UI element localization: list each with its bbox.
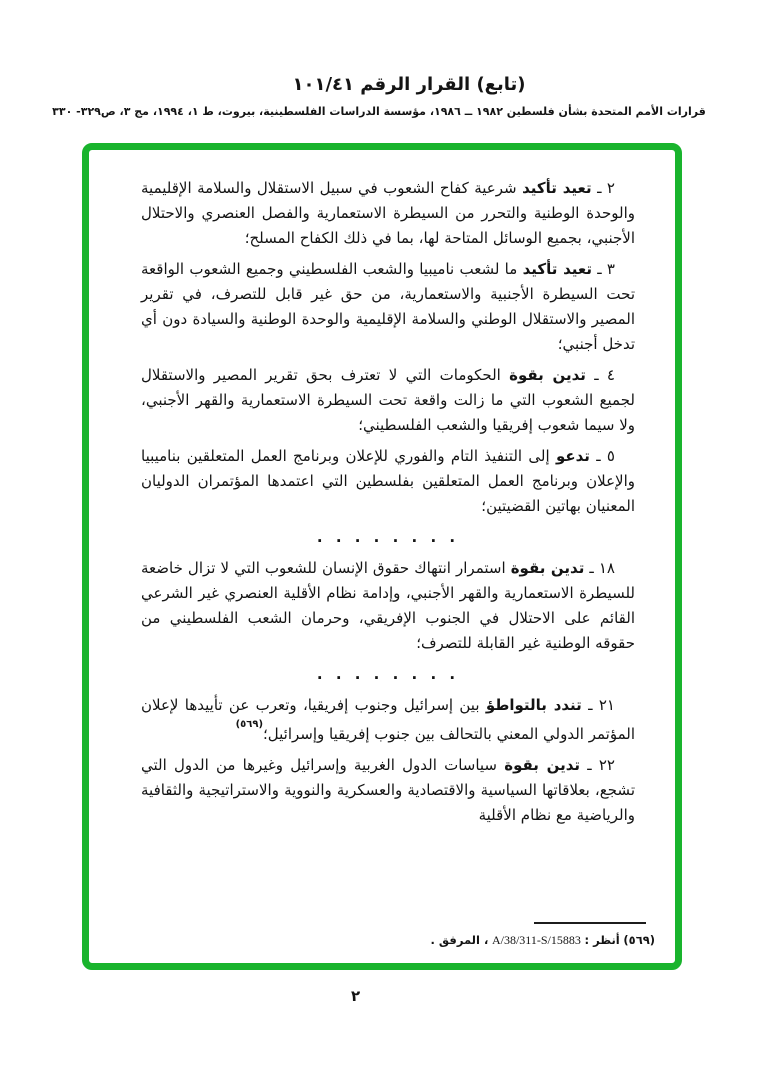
footnote-document-ref: A/38/311-S/15883 bbox=[491, 932, 581, 947]
paragraph-number: ٢ ـ bbox=[597, 179, 615, 197]
resolution-paragraph bbox=[141, 753, 635, 828]
paragraph-text: ما لشعب ناميبيا والشعب الفلسطيني وجميع الشعوب الواقعة تحت السيطرة الأجنبية والاستعمارية، من حق غير قابل للتصرف، في تقرير المصير والاستقلال الوطني والسلامة الإقليمية والوحدة الوطنية والسيادة دون أي تدخل أجنبي؛ bbox=[141, 260, 635, 353]
resolution-paragraph bbox=[141, 363, 635, 438]
resolution-paragraph bbox=[141, 693, 635, 747]
footnote-tail: ، المرفق . bbox=[430, 932, 489, 947]
resolution-paragraph bbox=[141, 176, 635, 251]
footnote-label: أنظر : bbox=[584, 932, 620, 947]
paragraph-lead: تدعو bbox=[555, 447, 590, 465]
paragraph-number: ٥ ـ bbox=[596, 447, 615, 465]
footnote-marker: (٥٦٩) bbox=[623, 932, 655, 947]
paragraph-number: ٤ ـ bbox=[594, 366, 615, 384]
citation-line: قرارات الأمم المتحدة بشأن فلسطين ١٩٨٢ ــ ١٩٨٦، مؤسسة الدراسات الفلسطينية، بيروت، ط ١، ١٩٩٤، مج ٣، ص٣٢٩- ٣٣٠ bbox=[52, 105, 706, 118]
paragraph-text: استمرار انتهاك حقوق الإنسان للشعوب التي لا تزال خاضعة للسيطرة الاستعمارية والقهر الأجنبي، وإدامة نظام الأقلية العنصري غير الشرعي القائم على الاحتلال في الجنوب الإفريقي، وحرمان الشعب الفلسطيني من حقوقه الوطنية غير القابلة للتصرف؛ bbox=[141, 559, 635, 652]
footnote-text bbox=[431, 931, 655, 949]
paragraph-lead: تندد بالتواطؤ bbox=[485, 696, 582, 714]
paragraph-lead: تدين بقوة bbox=[509, 366, 586, 384]
paragraph-text: إلى التنفيذ التام والفوري للإعلان وبرنامج العمل المتعلقين بناميبيا والإعلان وبرنامج العمل المتعلقين بفلسطين التي اعتمدها المؤتمران الدوليان المعنيان بهاتين القضيتين؛ bbox=[141, 447, 635, 515]
ellipsis-separator: . . . . . . . . bbox=[316, 528, 460, 546]
ellipsis-separator: . . . . . . . . bbox=[316, 665, 460, 683]
paragraph-lead: تعيد تأكيد bbox=[522, 260, 592, 278]
resolution-title: (تابع) القرار الرقم ١٠١/٤١ bbox=[292, 74, 526, 95]
paragraph-number: ٣ ـ bbox=[597, 260, 615, 278]
paragraph-number: ١٨ ـ bbox=[589, 559, 615, 577]
paragraph-lead: تعيد تأكيد bbox=[522, 179, 592, 197]
paragraph-lead: تدين بقوة bbox=[504, 756, 581, 774]
paragraph-text: سياسات الدول الغربية وإسرائيل وغيرها من الدول التي تشجع، بعلاقاتها السياسية والاقتصادية والعسكرية والنووية والاستراتيجية والثقافية والرياضية مع نظام الأقلية bbox=[141, 756, 635, 824]
footnote-ref: (٥٦٩) bbox=[235, 719, 264, 730]
footnote bbox=[431, 922, 655, 949]
paragraph-lead: تدين بقوة bbox=[510, 559, 585, 577]
resolution-paragraph bbox=[141, 257, 635, 357]
document-frame bbox=[82, 143, 682, 970]
resolution-paragraph bbox=[141, 556, 635, 656]
paragraph-number: ٢٢ ـ bbox=[587, 756, 615, 774]
paragraph-text: شرعية كفاح الشعوب في سبيل الاستقلال والسلامة الإقليمية والوحدة الوطنية والتحرر من السيطرة الاستعمارية والفصل العنصري والاحتلال الأجنبي، بجميع الوسائل المتاحة لها، بما في ذلك الكفاح المسلح؛ bbox=[141, 179, 635, 247]
paragraph-text: الحكومات التي لا تعترف بحق تقرير المصير والاستقلال لجميع الشعوب التي ما زالت واقعة تحت السيطرة الاستعمارية والقهر الأجنبي، ولا سيما شعوب إفريقيا والشعب الفلسطيني؛ bbox=[141, 366, 635, 434]
paragraph-number: ٢١ ـ bbox=[588, 696, 615, 714]
page-number: ٢ bbox=[351, 987, 361, 1005]
resolution-body bbox=[141, 176, 635, 834]
paragraph-text: بين إسرائيل وجنوب إفريقيا، وتعرب عن تأييدها لإعلان المؤتمر الدولي المعني بالتحالف بين جنوب إفريقيا وإسرائيل؛ bbox=[141, 696, 635, 743]
resolution-paragraph bbox=[141, 444, 635, 519]
footnote-divider bbox=[534, 922, 646, 924]
